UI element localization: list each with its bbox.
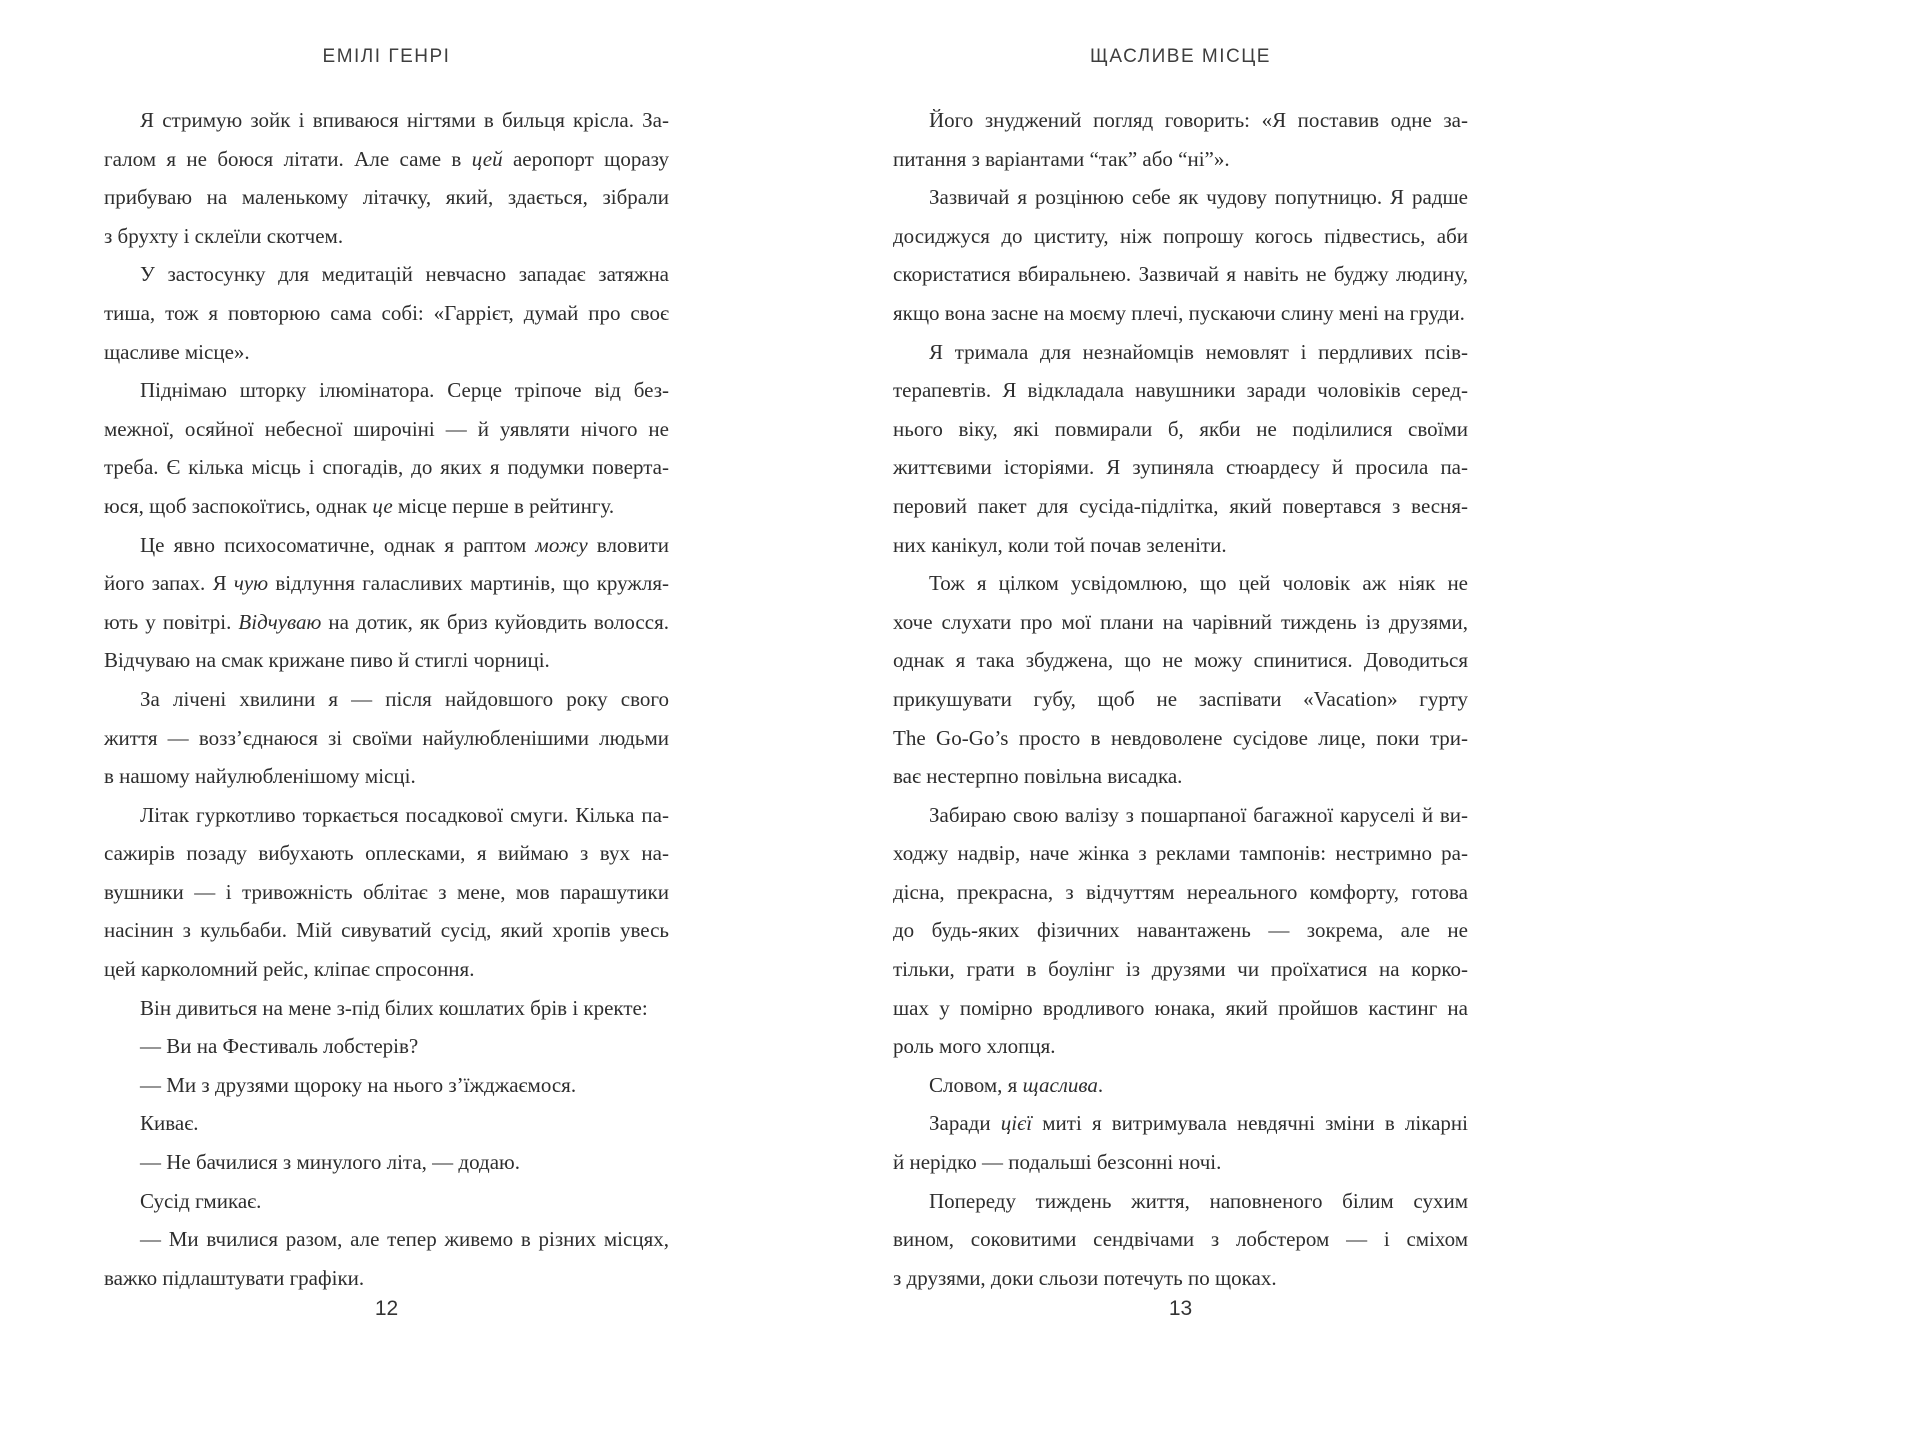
text-line: Заради цієї миті я витримувала невдячні зміни в лікарні bbox=[929, 1111, 1468, 1136]
text-line: вушники — і тривожність облітає з мене, мов парашутики bbox=[104, 879, 669, 904]
text-line: Це явно психосоматичне, однак я раптом можу вловити bbox=[140, 532, 669, 557]
text-line: ють у повітрі. Відчуваю на дотик, як бриз куйовдить волосся. bbox=[104, 609, 669, 634]
text-line: За лічені хвилини я — після найдовшого року свого bbox=[140, 686, 669, 711]
text-line: перовий пакет для сусіда-підлітка, який повертався з весня- bbox=[893, 493, 1468, 518]
text-line: Він дивиться на мене з-під білих кошлатих брів і кректе: bbox=[140, 995, 648, 1020]
text-line: Словом, я щаслива. bbox=[929, 1072, 1104, 1097]
text-line: цей карколомний рейс, кліпає спросоння. bbox=[104, 957, 475, 982]
text-line: шах у помірно вродливого юнака, який пройшов кастинг на bbox=[893, 995, 1468, 1020]
text-line: в нашому найулюбленішому місці. bbox=[104, 764, 416, 789]
text-line: тільки, грати в боулінг із друзями чи проїхатися на корко- bbox=[893, 957, 1468, 982]
text-line: Сусід гмикає. bbox=[140, 1188, 262, 1213]
text-line: Піднімаю шторку ілюмінатора. Серце тріпоче від без- bbox=[140, 378, 669, 403]
text-line: Відчуваю на смак крижане пиво й стиглі чорниці. bbox=[104, 648, 550, 673]
text-line: Киває. bbox=[140, 1111, 199, 1136]
text-line: з брухту і склеїли скотчем. bbox=[104, 223, 344, 248]
text-line: терапевтів. Я відкладала навушники заради чоловіків серед- bbox=[893, 378, 1468, 403]
text-line: Я стримую зойк і впиваюся нігтями в бильця крісла. За- bbox=[140, 108, 669, 132]
text-line: з друзями, доки сльози потечуть по щоках. bbox=[893, 1265, 1277, 1290]
text-line: життя — возз’єднаюся зі своїми найулюбленішими людьми bbox=[104, 725, 669, 750]
page-body-right bbox=[893, 101, 1468, 1297]
text-line: вином, соковитими сендвічами з лобстером — і сміхом bbox=[893, 1227, 1468, 1252]
text-line: тиша, тож я повторюю сама собі: «Гаррієт, думай про своє bbox=[104, 300, 669, 325]
text-line: — Ми з друзями щороку на нього з’їжджаємося. bbox=[140, 1072, 577, 1097]
text-line: досиджуся до циститу, ніж попрошу когось підвестись, аби bbox=[893, 223, 1468, 248]
text-line: У застосунку для медитацій невчасно западає затяжна bbox=[140, 262, 669, 287]
text-line: хоче слухати про мої плани на чарівний тиждень із друзями, bbox=[893, 609, 1468, 634]
text-line: до будь-яких фізичних навантажень — зокрема, але не bbox=[893, 918, 1468, 943]
text-line: межної, осяйної небесної широчіні — й уявляти нічого не bbox=[104, 416, 669, 441]
text-line: Забираю свою валізу з пошарпаної багажної каруселі й ви- bbox=[929, 802, 1468, 827]
text-line: Попереду тиждень життя, наповненого білим сухим bbox=[929, 1188, 1468, 1213]
text-line: питання з варіантами “так” або “ні”». bbox=[893, 146, 1230, 171]
page-number-right: 13 bbox=[1168, 1297, 1193, 1320]
text-line: — Ви на Фестиваль лобстерів? bbox=[140, 1034, 419, 1059]
text-line: галом я не боюся літати. Але саме в цей аеропорт щоразу bbox=[104, 146, 669, 171]
text-line: ває нестерпно повільна висадка. bbox=[893, 764, 1183, 789]
text-line: — Не бачилися з минулого літа, — додаю. bbox=[140, 1150, 520, 1175]
text-line: прикушувати губу, щоб не заспівати «Vacation» гурту bbox=[893, 686, 1468, 711]
text-line: якщо вона засне на моєму плечі, пускаючи слину мені на груди. bbox=[893, 300, 1465, 325]
page-number-left: 12 bbox=[374, 1297, 399, 1320]
text-line: нього віку, які повмирали б, якби не поділилися своїми bbox=[893, 416, 1468, 441]
text-line: Я тримала для незнайомців немовлят і пердливих псів- bbox=[929, 339, 1468, 364]
text-line: роль мого хлопця. bbox=[893, 1034, 1056, 1059]
text-line: ходжу надвір, наче жінка з реклами тампонів: нестримно ра- bbox=[893, 841, 1468, 866]
text-line: життєвими історіями. Я зупиняла стюардесу й просила па- bbox=[893, 455, 1468, 480]
running-header-author: ЕМІЛІ ГЕНРІ bbox=[322, 46, 451, 67]
page-left bbox=[104, 0, 669, 1440]
text-line: прибуваю на маленькому літачку, який, здається, зібрали bbox=[104, 185, 669, 210]
text-line: щасливе місце». bbox=[104, 339, 250, 364]
page-right bbox=[893, 0, 1468, 1440]
text-line: треба. Є кілька місць і спогадів, до яких я подумки поверта- bbox=[104, 455, 669, 480]
text-line: й нерідко — подальші безсонні ночі. bbox=[893, 1150, 1222, 1175]
text-line: важко підлаштувати графіки. bbox=[104, 1265, 365, 1290]
running-header-title: ЩАСЛИВЕ МІСЦЕ bbox=[1090, 46, 1271, 67]
text-line: них канікул, коли той почав зеленіти. bbox=[893, 532, 1227, 557]
text-line: сажирів позаду вибухають оплесками, я виймаю з вух на- bbox=[104, 841, 669, 866]
text-line: — Ми вчилися разом, але тепер живемо в різних місцях, bbox=[140, 1227, 669, 1252]
text-line: Зазвичай я розцінюю себе як чудову попутницю. Я радше bbox=[929, 185, 1468, 210]
text-line: однак я така збуджена, що не можу спинитися. Доводиться bbox=[893, 648, 1468, 673]
text-line: The Go-Go’s просто в невдоволене сусідове лице, поки три- bbox=[893, 725, 1468, 750]
text-line: його запах. Я чую відлуння галасливих мартинів, що кружля- bbox=[104, 571, 670, 596]
page-body-left bbox=[104, 101, 669, 1297]
text-line: дісна, прекрасна, з відчуттям нереального комфорту, готова bbox=[893, 879, 1468, 904]
text-line: насінин з кульбаби. Мій сивуватий сусід, який хропів увесь bbox=[104, 918, 669, 943]
text-line: Літак гуркотливо торкається посадкової смуги. Кілька па- bbox=[140, 802, 669, 827]
text-line: скористатися вбиральнею. Зазвичай я навіть не буджу людину, bbox=[893, 262, 1468, 287]
text-line: юся, щоб заспокоїтись, однак це місце перше в рейтингу. bbox=[104, 493, 615, 518]
text-line: Його знуджений погляд говорить: «Я поставив одне за- bbox=[929, 108, 1468, 132]
text-line: Тож я цілком усвідомлюю, що цей чоловік аж ніяк не bbox=[929, 571, 1468, 596]
